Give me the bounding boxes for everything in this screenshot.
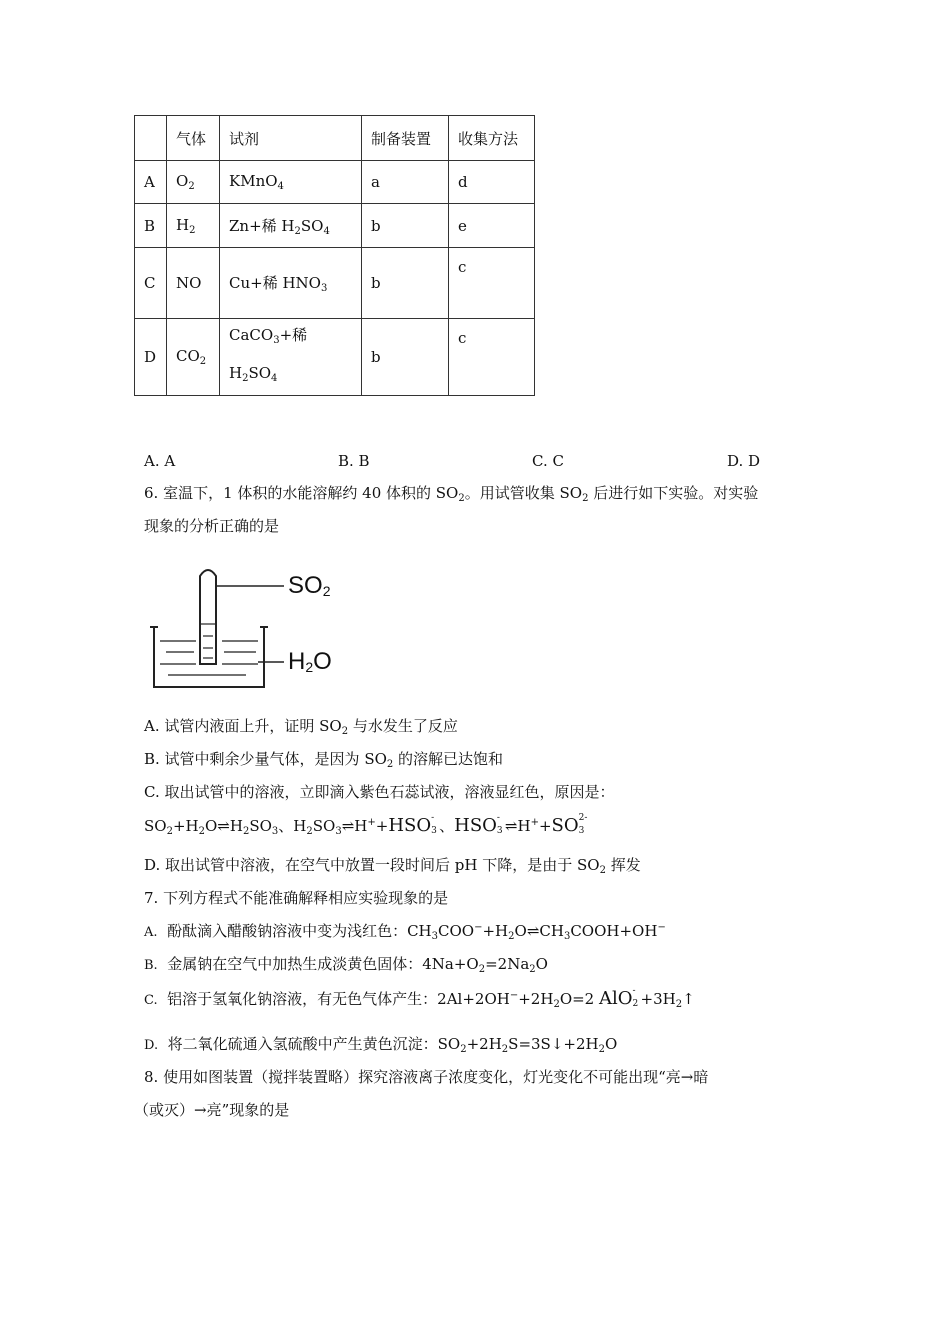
table-header-cell: 试剂 [220,116,362,161]
q6-option-b[interactable]: B. 试管中剩余少量气体，是因为 $SO_2$ 的溶解已达饱和 [144,750,504,770]
q7-stem: 7. 下列方程式不能准确解释相应实验现象的是 [144,889,449,907]
q6-option-c[interactable]: C. 取出试管中的溶液，立即滴入紫色石蕊试液，溶液显红色，原因是： [144,783,615,801]
option-cell: D [135,319,167,396]
collect-cell: e [449,204,535,248]
gas-cell: $O_2$ [167,161,220,204]
choice-b[interactable]: B. B [338,452,370,470]
q6-option-c-equations: $SO_2+H_2O\rightleftharpoons H_2SO_3$、$H_2SO_3\rightleftharpoons H^++HSO$ - 3 、HSO - 3 ⇌H++SO 2- 3 [144,812,588,837]
q7-option-d[interactable]: D. 将二氧化硫通入氢硫酸中产生黄色沉淀：$SO_2+2H_2S=3S↓+2H_2O$ [144,1035,618,1055]
reagent-cell: Cu+稀 $HNO_3$ [220,248,362,319]
collect-cell: d [449,161,535,204]
q7-option-a[interactable]: A. 酚酞滴入醋酸钠溶液中变为浅红色：$CH_3COO^-+H_2O\rightleftharpoons CH_3COOH+OH^-$ [144,922,666,942]
test-tube-outline [200,570,216,664]
choice-d[interactable]: D. D [727,452,761,470]
table-header-row [135,116,535,161]
q6-stem-line1: 6. 室温下，1 体积的水能溶解约 40 体积的 $SO_2$。用试管收集 $SO_2$ 后进行如下实验。对实验 [144,484,759,504]
gas-cell: $H_2$ [167,204,220,248]
q8-stem-line1: 8. 使用如图装置（搅拌装置略）探究溶液离子浓度变化，灯光变化不可能出现“亮→暗 [144,1068,709,1086]
reagent-cell: KMnO$_4$ [220,161,362,204]
collect-cell: c [449,248,535,319]
q8-stem-line2: （或灭）→亮”现象的是 [134,1101,290,1119]
table-header-cell: 收集方法 [449,116,535,161]
collect-cell: c [449,319,535,396]
gas-cell: NO [167,248,220,319]
option-cell: A [135,161,167,204]
table-row [135,248,535,319]
option-cell: C [135,248,167,319]
apparatus-cell: a [362,161,449,204]
gas-cell: $CO_2$ [167,319,220,396]
q6-stem-line2: 现象的分析正确的是 [144,517,280,535]
choice-a[interactable]: A. A [144,452,176,470]
table-header-cell [135,116,167,161]
reagent-cell: Zn+稀 $H_2SO_4$ [220,204,362,248]
apparatus-cell: b [362,319,449,396]
apparatus-cell: b [362,204,449,248]
reagent-cell: CaCO$_3$+稀 $H_2SO_4$ [220,319,362,396]
table-header-cell: 气体 [167,116,220,161]
q7-option-c[interactable]: C. 铝溶于氢氧化钠溶液，有无色气体产生：$2Al+2OH^-+2H_2O=2$ AlO - 2 $+3H_2↑$ [144,985,695,1010]
q7-option-b[interactable]: B. 金属钠在空气中加热生成淡黄色固体：$4Na+O_2=2Na_2O$ [144,955,548,975]
table-row [135,204,535,248]
choice-c[interactable]: C. C [532,452,564,470]
table-row [135,161,535,204]
option-cell: B [135,204,167,248]
figure-label-so2: $SO_2$ [288,572,331,599]
apparatus-cell: b [362,248,449,319]
table-header-cell: 制备装置 [362,116,449,161]
table-row [135,319,535,396]
q6-option-a[interactable]: A. 试管内液面上升，证明 $SO_2$ 与水发生了反应 [144,717,458,737]
figure-label-h2o: $H_2O$ [288,648,332,675]
gas-preparation-table [134,115,535,396]
q6-option-d[interactable]: D. 取出试管中溶液，在空气中放置一段时间后 pH 下降，是由于 $SO_2$ 挥发 [144,856,641,876]
